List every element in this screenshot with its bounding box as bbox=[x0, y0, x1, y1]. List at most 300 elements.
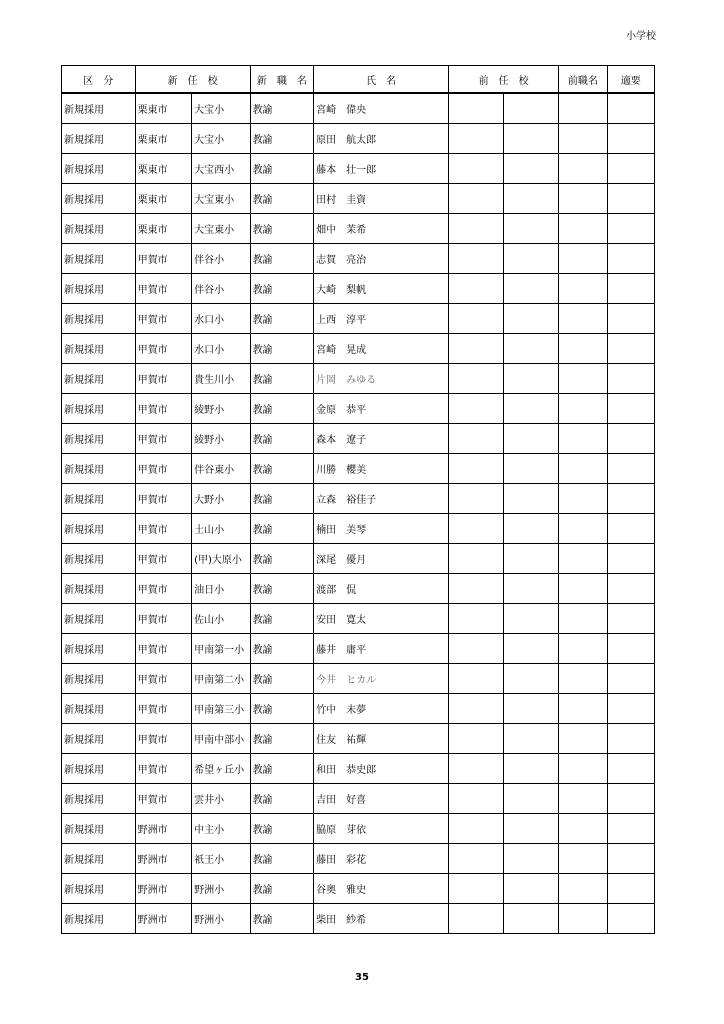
family-name: 金原 bbox=[316, 405, 337, 416]
table-row bbox=[62, 814, 655, 844]
cell-note bbox=[607, 124, 654, 154]
cell-school: 雲井小 bbox=[192, 784, 250, 814]
cell-prev-post bbox=[559, 724, 607, 754]
cell-post: 教諭 bbox=[250, 124, 314, 154]
cell-city: 甲賀市 bbox=[135, 364, 191, 394]
cell-note bbox=[607, 484, 654, 514]
family-name: 谷奥 bbox=[316, 885, 337, 896]
given-name: 茉希 bbox=[346, 225, 367, 236]
cell-city: 甲賀市 bbox=[135, 724, 191, 754]
cell-city: 栗東市 bbox=[135, 93, 191, 124]
given-name: 航太郎 bbox=[346, 135, 377, 146]
cell-kubun: 新規採用 bbox=[62, 784, 136, 814]
cell-post: 教諭 bbox=[250, 334, 314, 364]
cell-kubun: 新規採用 bbox=[62, 874, 136, 904]
header-note: 適要 bbox=[607, 66, 654, 94]
cell-kubun: 新規採用 bbox=[62, 124, 136, 154]
cell-prev-city bbox=[449, 214, 503, 244]
given-name: 圭資 bbox=[346, 195, 367, 206]
cell-name bbox=[314, 214, 449, 244]
cell-post: 教諭 bbox=[250, 634, 314, 664]
cell-post: 教諭 bbox=[250, 184, 314, 214]
given-name: 櫻美 bbox=[346, 465, 367, 476]
cell-name bbox=[314, 514, 449, 544]
given-name: 紗希 bbox=[346, 915, 367, 926]
cell-prev-city bbox=[449, 874, 503, 904]
cell-school: 中主小 bbox=[192, 814, 250, 844]
cell-prev-city bbox=[449, 904, 503, 934]
cell-school: 甲南第三小 bbox=[192, 694, 250, 724]
cell-note bbox=[607, 724, 654, 754]
cell-school: 水口小 bbox=[192, 304, 250, 334]
cell-prev-post bbox=[559, 514, 607, 544]
header-prev-school: 前 任 校 bbox=[449, 66, 559, 94]
cell-prev-school bbox=[503, 364, 558, 394]
cell-prev-post bbox=[559, 904, 607, 934]
cell-prev-city bbox=[449, 574, 503, 604]
cell-school: 祇王小 bbox=[192, 844, 250, 874]
cell-school: 綾野小 bbox=[192, 424, 250, 454]
cell-prev-school bbox=[503, 604, 558, 634]
cell-prev-post bbox=[559, 274, 607, 304]
cell-name bbox=[314, 724, 449, 754]
table-row bbox=[62, 544, 655, 574]
cell-city: 甲賀市 bbox=[135, 754, 191, 784]
cell-note bbox=[607, 184, 654, 214]
cell-prev-school bbox=[503, 93, 558, 124]
cell-kubun: 新規採用 bbox=[62, 334, 136, 364]
cell-note bbox=[607, 574, 654, 604]
cell-prev-city bbox=[449, 844, 503, 874]
table-row bbox=[62, 514, 655, 544]
cell-city: 甲賀市 bbox=[135, 484, 191, 514]
cell-city: 栗東市 bbox=[135, 124, 191, 154]
cell-city: 甲賀市 bbox=[135, 274, 191, 304]
cell-prev-post bbox=[559, 754, 607, 784]
cell-post: 教諭 bbox=[250, 154, 314, 184]
cell-prev-school bbox=[503, 244, 558, 274]
table-row bbox=[62, 874, 655, 904]
given-name: 美琴 bbox=[346, 525, 367, 536]
cell-prev-school bbox=[503, 844, 558, 874]
cell-prev-city bbox=[449, 814, 503, 844]
cell-city: 甲賀市 bbox=[135, 634, 191, 664]
cell-prev-school bbox=[503, 304, 558, 334]
cell-prev-post bbox=[559, 694, 607, 724]
cell-prev-school bbox=[503, 574, 558, 604]
given-name: 偉央 bbox=[346, 105, 367, 116]
table-row bbox=[62, 184, 655, 214]
cell-note bbox=[607, 244, 654, 274]
cell-note bbox=[607, 664, 654, 694]
cell-note bbox=[607, 424, 654, 454]
cell-prev-school bbox=[503, 394, 558, 424]
cell-note bbox=[607, 874, 654, 904]
cell-school: 油日小 bbox=[192, 574, 250, 604]
cell-prev-city bbox=[449, 93, 503, 124]
table-row bbox=[62, 154, 655, 184]
cell-city: 甲賀市 bbox=[135, 604, 191, 634]
family-name: 畑中 bbox=[316, 225, 337, 236]
cell-city: 野洲市 bbox=[135, 904, 191, 934]
cell-kubun: 新規採用 bbox=[62, 514, 136, 544]
cell-post: 教諭 bbox=[250, 784, 314, 814]
cell-name bbox=[314, 484, 449, 514]
cell-city: 甲賀市 bbox=[135, 544, 191, 574]
cell-note bbox=[607, 694, 654, 724]
cell-post: 教諭 bbox=[250, 814, 314, 844]
cell-city: 野洲市 bbox=[135, 874, 191, 904]
cell-prev-post bbox=[559, 184, 607, 214]
cell-prev-city bbox=[449, 694, 503, 724]
cell-school: 伴谷東小 bbox=[192, 454, 250, 484]
given-name: 未夢 bbox=[346, 705, 367, 716]
cell-prev-post bbox=[559, 424, 607, 454]
cell-prev-school bbox=[503, 754, 558, 784]
cell-post: 教諭 bbox=[250, 454, 314, 484]
cell-note bbox=[607, 634, 654, 664]
cell-post: 教諭 bbox=[250, 544, 314, 574]
given-name: 好喜 bbox=[346, 795, 367, 806]
given-name: 優月 bbox=[346, 555, 367, 566]
cell-kubun: 新規採用 bbox=[62, 664, 136, 694]
cell-name bbox=[314, 574, 449, 604]
header-new-post: 新 職 名 bbox=[250, 66, 314, 94]
cell-school: 伴谷小 bbox=[192, 244, 250, 274]
cell-kubun: 新規採用 bbox=[62, 574, 136, 604]
cell-name bbox=[314, 124, 449, 154]
cell-kubun: 新規採用 bbox=[62, 724, 136, 754]
cell-post: 教諭 bbox=[250, 214, 314, 244]
family-name: 大崎 bbox=[316, 285, 337, 296]
cell-note bbox=[607, 544, 654, 574]
cell-name bbox=[314, 754, 449, 784]
cell-kubun: 新規採用 bbox=[62, 244, 136, 274]
cell-name bbox=[314, 904, 449, 934]
table-row bbox=[62, 124, 655, 154]
cell-prev-school bbox=[503, 634, 558, 664]
cell-kubun: 新規採用 bbox=[62, 424, 136, 454]
family-name: 渡部 bbox=[316, 585, 337, 596]
cell-kubun: 新規採用 bbox=[62, 814, 136, 844]
cell-name bbox=[314, 424, 449, 454]
cell-prev-post bbox=[559, 154, 607, 184]
cell-city: 野洲市 bbox=[135, 844, 191, 874]
cell-city: 甲賀市 bbox=[135, 244, 191, 274]
family-name: 田村 bbox=[316, 195, 337, 206]
cell-post: 教諭 bbox=[250, 364, 314, 394]
cell-note bbox=[607, 754, 654, 784]
table-row bbox=[62, 754, 655, 784]
cell-name bbox=[314, 394, 449, 424]
cell-prev-city bbox=[449, 124, 503, 154]
cell-post: 教諭 bbox=[250, 694, 314, 724]
header-prev-post: 前職名 bbox=[559, 66, 607, 94]
cell-prev-city bbox=[449, 544, 503, 574]
cell-school: 大宝小 bbox=[192, 93, 250, 124]
table-row bbox=[62, 664, 655, 694]
table-header-row bbox=[62, 66, 655, 94]
family-name: 住友 bbox=[316, 735, 337, 746]
cell-prev-city bbox=[449, 724, 503, 754]
cell-school: 佐山小 bbox=[192, 604, 250, 634]
cell-kubun: 新規採用 bbox=[62, 214, 136, 244]
cell-prev-post bbox=[559, 304, 607, 334]
cell-prev-city bbox=[449, 604, 503, 634]
cell-name bbox=[314, 634, 449, 664]
cell-prev-post bbox=[559, 814, 607, 844]
given-name: 裕佳子 bbox=[346, 495, 377, 506]
cell-name bbox=[314, 874, 449, 904]
cell-name bbox=[314, 694, 449, 724]
cell-prev-post bbox=[559, 784, 607, 814]
cell-prev-post bbox=[559, 214, 607, 244]
cell-city: 甲賀市 bbox=[135, 664, 191, 694]
cell-prev-school bbox=[503, 484, 558, 514]
cell-post: 教諭 bbox=[250, 274, 314, 304]
header-kubun: 区 分 bbox=[62, 66, 136, 94]
cell-prev-city bbox=[449, 634, 503, 664]
cell-prev-post bbox=[559, 634, 607, 664]
cell-post: 教諭 bbox=[250, 514, 314, 544]
cell-post: 教諭 bbox=[250, 904, 314, 934]
cell-kubun: 新規採用 bbox=[62, 604, 136, 634]
family-name: 藤本 bbox=[316, 165, 337, 176]
cell-prev-school bbox=[503, 214, 558, 244]
cell-note bbox=[607, 604, 654, 634]
given-name: 雅史 bbox=[346, 885, 367, 896]
cell-name bbox=[314, 664, 449, 694]
cell-note bbox=[607, 214, 654, 244]
cell-kubun: 新規採用 bbox=[62, 364, 136, 394]
family-name: 深尾 bbox=[316, 555, 337, 566]
page-number: 35 bbox=[355, 972, 369, 983]
cell-prev-school bbox=[503, 184, 558, 214]
cell-post: 教諭 bbox=[250, 844, 314, 874]
cell-school: 伴谷小 bbox=[192, 274, 250, 304]
given-name: 彩花 bbox=[346, 855, 367, 866]
cell-note bbox=[607, 93, 654, 124]
cell-prev-post bbox=[559, 664, 607, 694]
family-name: 上西 bbox=[316, 315, 337, 326]
cell-prev-post bbox=[559, 604, 607, 634]
cell-school: 綾野小 bbox=[192, 394, 250, 424]
cell-kubun: 新規採用 bbox=[62, 904, 136, 934]
cell-school: (甲)大原小 bbox=[192, 544, 250, 574]
cell-note bbox=[607, 454, 654, 484]
cell-prev-school bbox=[503, 694, 558, 724]
cell-prev-city bbox=[449, 424, 503, 454]
cell-note bbox=[607, 904, 654, 934]
cell-school: 大宝西小 bbox=[192, 154, 250, 184]
cell-post: 教諭 bbox=[250, 664, 314, 694]
cell-post: 教諭 bbox=[250, 874, 314, 904]
cell-city: 甲賀市 bbox=[135, 784, 191, 814]
cell-school: 甲南中部小 bbox=[192, 724, 250, 754]
cell-post: 教諭 bbox=[250, 574, 314, 604]
cell-school: 大宝東小 bbox=[192, 184, 250, 214]
table-row bbox=[62, 394, 655, 424]
given-name: 亮治 bbox=[346, 255, 367, 266]
cell-prev-post bbox=[559, 544, 607, 574]
school-type-label: 小学校 bbox=[626, 31, 656, 42]
table-row bbox=[62, 334, 655, 364]
cell-kubun: 新規採用 bbox=[62, 184, 136, 214]
cell-kubun: 新規採用 bbox=[62, 93, 136, 124]
family-name: 藤田 bbox=[316, 855, 337, 866]
cell-prev-city bbox=[449, 274, 503, 304]
cell-name bbox=[314, 454, 449, 484]
cell-prev-school bbox=[503, 544, 558, 574]
given-name: ヒカル bbox=[346, 675, 377, 686]
table-row bbox=[62, 574, 655, 604]
cell-prev-post bbox=[559, 844, 607, 874]
family-name: 宮崎 bbox=[316, 345, 337, 356]
cell-prev-post bbox=[559, 874, 607, 904]
table-row bbox=[62, 604, 655, 634]
cell-note bbox=[607, 844, 654, 874]
cell-school: 甲南第二小 bbox=[192, 664, 250, 694]
cell-kubun: 新規採用 bbox=[62, 274, 136, 304]
cell-name bbox=[314, 244, 449, 274]
family-name: 片岡 bbox=[316, 375, 337, 386]
cell-prev-school bbox=[503, 874, 558, 904]
cell-prev-city bbox=[449, 244, 503, 274]
given-name: 壮一郎 bbox=[346, 165, 377, 176]
header-new-school: 新 任 校 bbox=[135, 66, 250, 94]
cell-name bbox=[314, 544, 449, 574]
cell-name bbox=[314, 274, 449, 304]
header-name: 氏 名 bbox=[314, 66, 449, 94]
cell-kubun: 新規採用 bbox=[62, 484, 136, 514]
cell-note bbox=[607, 274, 654, 304]
cell-prev-city bbox=[449, 304, 503, 334]
cell-prev-post bbox=[559, 93, 607, 124]
cell-prev-post bbox=[559, 484, 607, 514]
cell-name bbox=[314, 844, 449, 874]
table-row bbox=[62, 214, 655, 244]
cell-prev-school bbox=[503, 334, 558, 364]
cell-prev-school bbox=[503, 274, 558, 304]
family-name: 和田 bbox=[316, 765, 337, 776]
cell-school: 野洲小 bbox=[192, 874, 250, 904]
cell-prev-city bbox=[449, 394, 503, 424]
cell-city: 栗東市 bbox=[135, 184, 191, 214]
cell-name bbox=[314, 364, 449, 394]
family-name: 藤井 bbox=[316, 645, 337, 656]
cell-city: 甲賀市 bbox=[135, 424, 191, 454]
cell-post: 教諭 bbox=[250, 754, 314, 784]
cell-city: 甲賀市 bbox=[135, 514, 191, 544]
cell-note bbox=[607, 514, 654, 544]
given-name: 芽依 bbox=[346, 825, 367, 836]
cell-prev-post bbox=[559, 124, 607, 154]
table-row bbox=[62, 364, 655, 394]
cell-prev-city bbox=[449, 364, 503, 394]
family-name: 楠田 bbox=[316, 525, 337, 536]
cell-prev-city bbox=[449, 754, 503, 784]
cell-school: 大宝東小 bbox=[192, 214, 250, 244]
cell-note bbox=[607, 364, 654, 394]
cell-city: 栗東市 bbox=[135, 214, 191, 244]
cell-school: 貴生川小 bbox=[192, 364, 250, 394]
cell-prev-school bbox=[503, 784, 558, 814]
table-row bbox=[62, 274, 655, 304]
cell-kubun: 新規採用 bbox=[62, 394, 136, 424]
cell-school: 水口小 bbox=[192, 334, 250, 364]
given-name: 淳平 bbox=[346, 315, 367, 326]
table-row bbox=[62, 484, 655, 514]
family-name: 吉田 bbox=[316, 795, 337, 806]
cell-city: 甲賀市 bbox=[135, 454, 191, 484]
cell-prev-school bbox=[503, 124, 558, 154]
cell-prev-post bbox=[559, 334, 607, 364]
cell-note bbox=[607, 394, 654, 424]
cell-kubun: 新規採用 bbox=[62, 634, 136, 664]
cell-school: 大宝小 bbox=[192, 124, 250, 154]
family-name: 原田 bbox=[316, 135, 337, 146]
cell-name bbox=[314, 184, 449, 214]
cell-prev-school bbox=[503, 454, 558, 484]
table-row bbox=[62, 784, 655, 814]
cell-prev-school bbox=[503, 814, 558, 844]
family-name: 森本 bbox=[316, 435, 337, 446]
cell-post: 教諭 bbox=[250, 93, 314, 124]
cell-prev-school bbox=[503, 424, 558, 454]
cell-school: 甲南第一小 bbox=[192, 634, 250, 664]
cell-school: 野洲小 bbox=[192, 904, 250, 934]
cell-prev-city bbox=[449, 184, 503, 214]
table-row bbox=[62, 304, 655, 334]
given-name: 寛太 bbox=[346, 615, 367, 626]
cell-name bbox=[314, 814, 449, 844]
cell-city: 甲賀市 bbox=[135, 304, 191, 334]
cell-name bbox=[314, 93, 449, 124]
cell-prev-city bbox=[449, 454, 503, 484]
table-row bbox=[62, 634, 655, 664]
given-name: みゆる bbox=[346, 375, 377, 386]
cell-prev-post bbox=[559, 244, 607, 274]
table-row bbox=[62, 424, 655, 454]
given-name: 梨帆 bbox=[346, 285, 367, 296]
given-name: 庸平 bbox=[346, 645, 367, 656]
cell-note bbox=[607, 334, 654, 364]
cell-prev-post bbox=[559, 394, 607, 424]
cell-prev-city bbox=[449, 154, 503, 184]
cell-kubun: 新規採用 bbox=[62, 844, 136, 874]
given-name: 侃 bbox=[346, 585, 357, 596]
cell-post: 教諭 bbox=[250, 724, 314, 754]
cell-name bbox=[314, 154, 449, 184]
cell-prev-post bbox=[559, 574, 607, 604]
cell-name bbox=[314, 304, 449, 334]
cell-prev-city bbox=[449, 664, 503, 694]
family-name: 宮崎 bbox=[316, 105, 337, 116]
family-name: 安田 bbox=[316, 615, 337, 626]
cell-prev-school bbox=[503, 904, 558, 934]
family-name: 竹中 bbox=[316, 705, 337, 716]
cell-note bbox=[607, 304, 654, 334]
cell-post: 教諭 bbox=[250, 394, 314, 424]
cell-city: 甲賀市 bbox=[135, 694, 191, 724]
given-name: 晃成 bbox=[346, 345, 367, 356]
cell-note bbox=[607, 154, 654, 184]
cell-prev-city bbox=[449, 784, 503, 814]
table-row bbox=[62, 244, 655, 274]
cell-prev-post bbox=[559, 364, 607, 394]
table-row bbox=[62, 844, 655, 874]
table-row bbox=[62, 454, 655, 484]
